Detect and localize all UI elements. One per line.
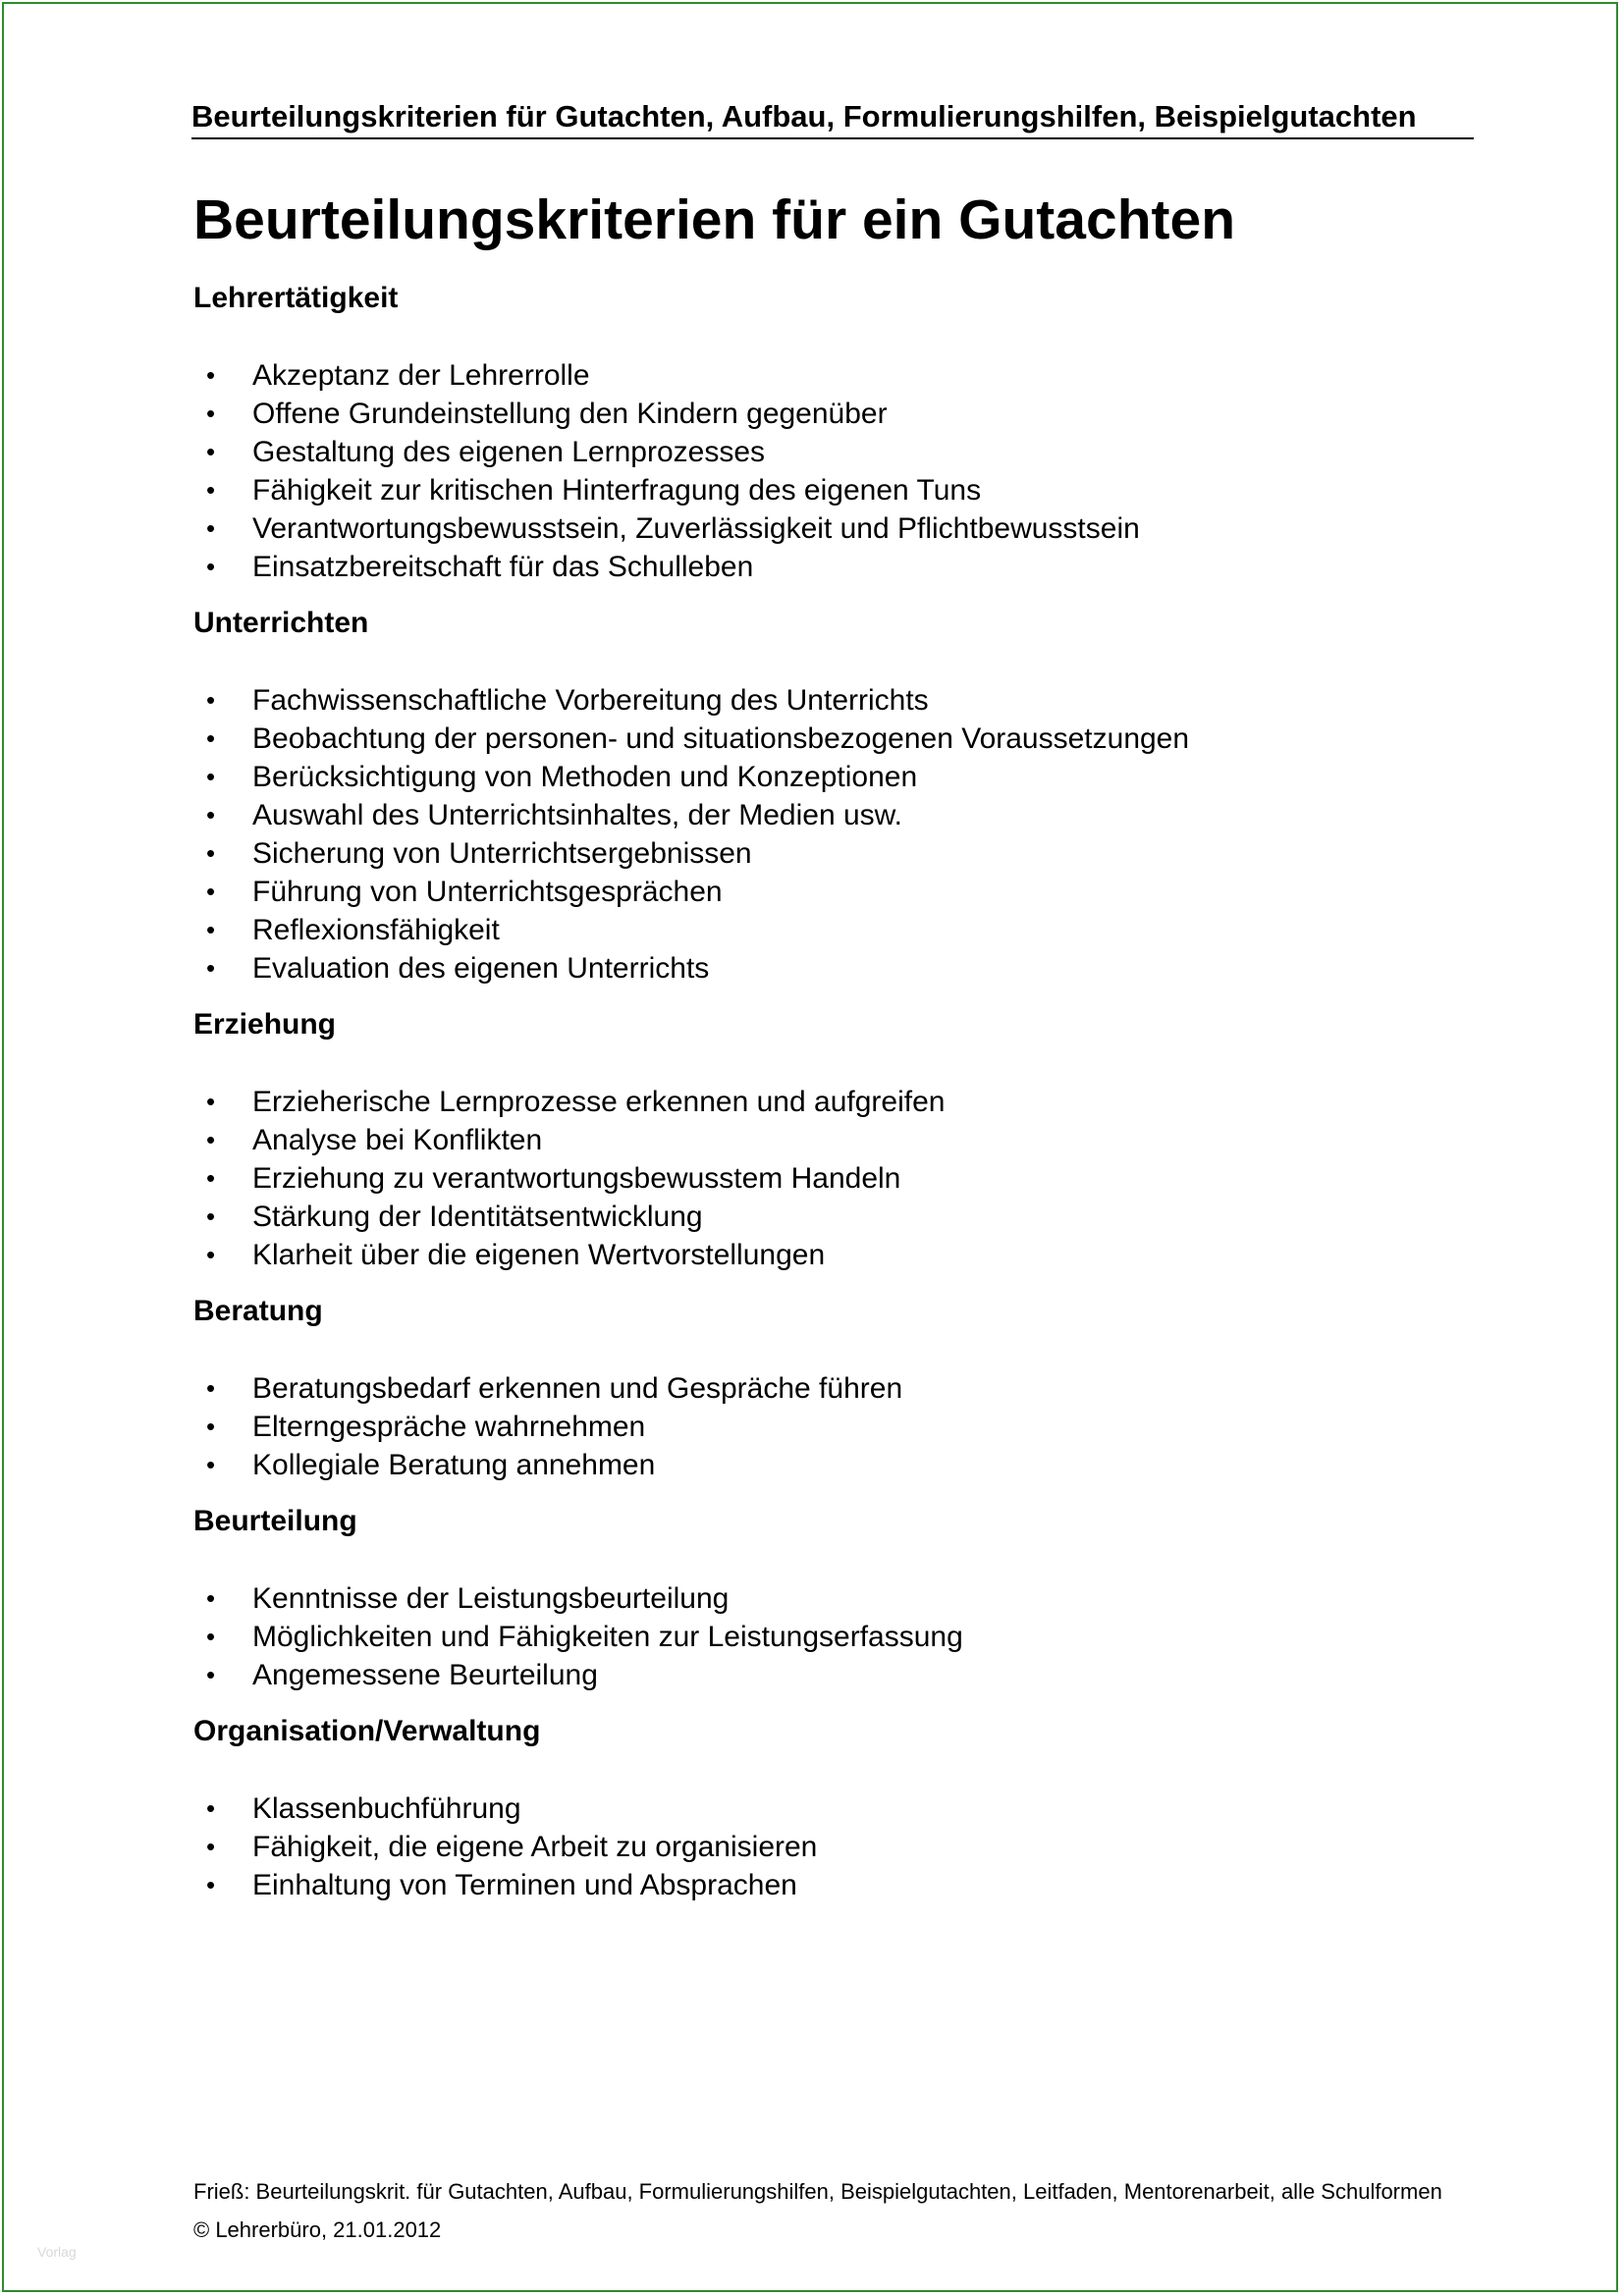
criteria-section (193, 1502, 1470, 1694)
list-item-text: Kollegiale Beratung annehmen (252, 1449, 656, 1481)
list-item (193, 1866, 1470, 1904)
bullet-icon: • (206, 1240, 216, 1269)
criteria-section (193, 1292, 1470, 1484)
list-item (193, 1159, 1470, 1198)
section-heading: Beratung (193, 1295, 323, 1327)
footer-source-line: Frieß: Beurteilungskrit. für Gutachten, Aufbau, Formulierungshilfen, Beispielgutachten, Leitfaden, Mentorenarbeit, alle Schulformen (193, 2179, 1442, 2204)
list-item-text: Beratungsbedarf erkennen und Gespräche führen (252, 1372, 903, 1405)
bullet-list (193, 1369, 1470, 1484)
list-item (193, 1408, 1470, 1446)
list-item-text: Klassenbuchführung (252, 1792, 521, 1825)
list-item (193, 758, 1470, 796)
bullet-list (193, 356, 1470, 586)
section-heading: Lehrertätigkeit (193, 282, 399, 314)
bullet-icon: • (206, 437, 216, 466)
list-item (193, 1579, 1470, 1618)
criteria-section (193, 1712, 1470, 1904)
list-item-text: Einsatzbereitschaft für das Schulleben (252, 551, 754, 583)
footer-copyright-line: © Lehrerbüro, 21.01.2012 (193, 2217, 442, 2242)
list-item (193, 1369, 1470, 1408)
list-item-text: Elterngespräche wahrnehmen (252, 1411, 646, 1443)
bullet-icon: • (206, 915, 216, 944)
bullet-icon: • (206, 1870, 216, 1899)
list-item-text: Erziehung zu verantwortungsbewusstem Handeln (252, 1162, 901, 1195)
section-heading: Organisation/Verwaltung (193, 1715, 541, 1747)
bullet-icon: • (206, 1125, 216, 1154)
criteria-section (193, 604, 1470, 988)
list-item (193, 1446, 1470, 1484)
section-heading: Beurteilung (193, 1505, 357, 1537)
bullet-icon: • (206, 513, 216, 543)
list-item (193, 548, 1470, 586)
criteria-sections (193, 279, 1470, 1922)
list-item-text: Kenntnisse der Leistungsbeurteilung (252, 1582, 730, 1615)
list-item-text: Gestaltung des eigenen Lernprozesses (252, 436, 766, 468)
list-item-text: Evaluation des eigenen Unterrichts (252, 952, 710, 985)
list-item (193, 356, 1470, 395)
list-item (193, 471, 1470, 509)
bullet-icon: • (206, 360, 216, 390)
list-item-text: Offene Grundeinstellung den Kindern gegenüber (252, 398, 888, 430)
list-item (193, 509, 1470, 548)
bullet-icon: • (206, 1087, 216, 1116)
list-item-text: Fachwissenschaftliche Vorbereitung des Unterrichts (252, 684, 929, 717)
list-item (193, 1789, 1470, 1828)
bullet-icon: • (206, 399, 216, 428)
bullet-icon: • (206, 552, 216, 581)
bullet-icon: • (206, 1163, 216, 1193)
list-item-text: Möglichkeiten und Fähigkeiten zur Leistungserfassung (252, 1621, 963, 1653)
bullet-icon: • (206, 1622, 216, 1651)
bullet-icon: • (206, 1412, 216, 1441)
watermark: Vorlag (37, 2244, 77, 2260)
list-item (193, 1121, 1470, 1159)
bullet-icon: • (206, 1660, 216, 1689)
list-item (193, 433, 1470, 471)
bullet-icon: • (206, 877, 216, 906)
list-item (193, 720, 1470, 758)
section-heading: Unterrichten (193, 607, 369, 639)
list-item-text: Reflexionsfähigkeit (252, 914, 500, 946)
list-item (193, 911, 1470, 949)
list-item (193, 395, 1470, 433)
list-item-text: Erzieherische Lernprozesse erkennen und aufgreifen (252, 1086, 946, 1118)
criteria-section (193, 279, 1470, 586)
bullet-icon: • (206, 1832, 216, 1861)
bullet-list (193, 1083, 1470, 1274)
bullet-list (193, 681, 1470, 988)
running-header: Beurteilungskriterien für Gutachten, Aufbau, Formulierungshilfen, Beispielgutachten (191, 98, 1474, 139)
list-item-text: Auswahl des Unterrichtsinhaltes, der Medien usw. (252, 799, 902, 831)
list-item (193, 1236, 1470, 1274)
list-item-text: Angemessene Beurteilung (252, 1659, 598, 1691)
bullet-icon: • (206, 475, 216, 505)
bullet-icon: • (206, 953, 216, 983)
bullet-icon: • (206, 723, 216, 753)
list-item (193, 1618, 1470, 1656)
bullet-icon: • (206, 1450, 216, 1479)
list-item-text: Analyse bei Konflikten (252, 1124, 543, 1156)
bullet-icon: • (206, 762, 216, 791)
list-item (193, 949, 1470, 988)
bullet-icon: • (206, 685, 216, 715)
section-heading: Erziehung (193, 1008, 337, 1041)
bullet-icon: • (206, 1373, 216, 1403)
bullet-list (193, 1789, 1470, 1904)
bullet-icon: • (206, 1583, 216, 1613)
list-item (193, 681, 1470, 720)
list-item-text: Akzeptanz der Lehrerrolle (252, 359, 590, 392)
list-item-text: Sicherung von Unterrichtsergebnissen (252, 837, 752, 870)
list-item-text: Verantwortungsbewusstsein, Zuverlässigkeit und Pflichtbewusstsein (252, 512, 1140, 545)
criteria-section (193, 1005, 1470, 1274)
bullet-icon: • (206, 1201, 216, 1231)
list-item-text: Fähigkeit, die eigene Arbeit zu organisieren (252, 1831, 818, 1863)
bullet-icon: • (206, 1793, 216, 1823)
list-item-text: Einhaltung von Terminen und Absprachen (252, 1869, 797, 1901)
page-footer (193, 2172, 1442, 2249)
bullet-icon: • (206, 800, 216, 829)
list-item (193, 1083, 1470, 1121)
bullet-icon: • (206, 838, 216, 868)
list-item (193, 873, 1470, 911)
list-item (193, 1656, 1470, 1694)
list-item-text: Fähigkeit zur kritischen Hinterfragung des eigenen Tuns (252, 474, 982, 507)
list-item-text: Berücksichtigung von Methoden und Konzeptionen (252, 761, 918, 793)
document-title: Beurteilungskriterien für ein Gutachten (193, 188, 1236, 251)
list-item (193, 1198, 1470, 1236)
list-item-text: Klarheit über die eigenen Wertvorstellungen (252, 1239, 826, 1271)
list-item-text: Führung von Unterrichtsgesprächen (252, 876, 723, 908)
list-item-text: Stärkung der Identitätsentwicklung (252, 1201, 703, 1233)
list-item-text: Beobachtung der personen- und situationsbezogenen Voraussetzungen (252, 722, 1190, 755)
list-item (193, 834, 1470, 873)
list-item (193, 1828, 1470, 1866)
list-item (193, 796, 1470, 834)
bullet-list (193, 1579, 1470, 1694)
